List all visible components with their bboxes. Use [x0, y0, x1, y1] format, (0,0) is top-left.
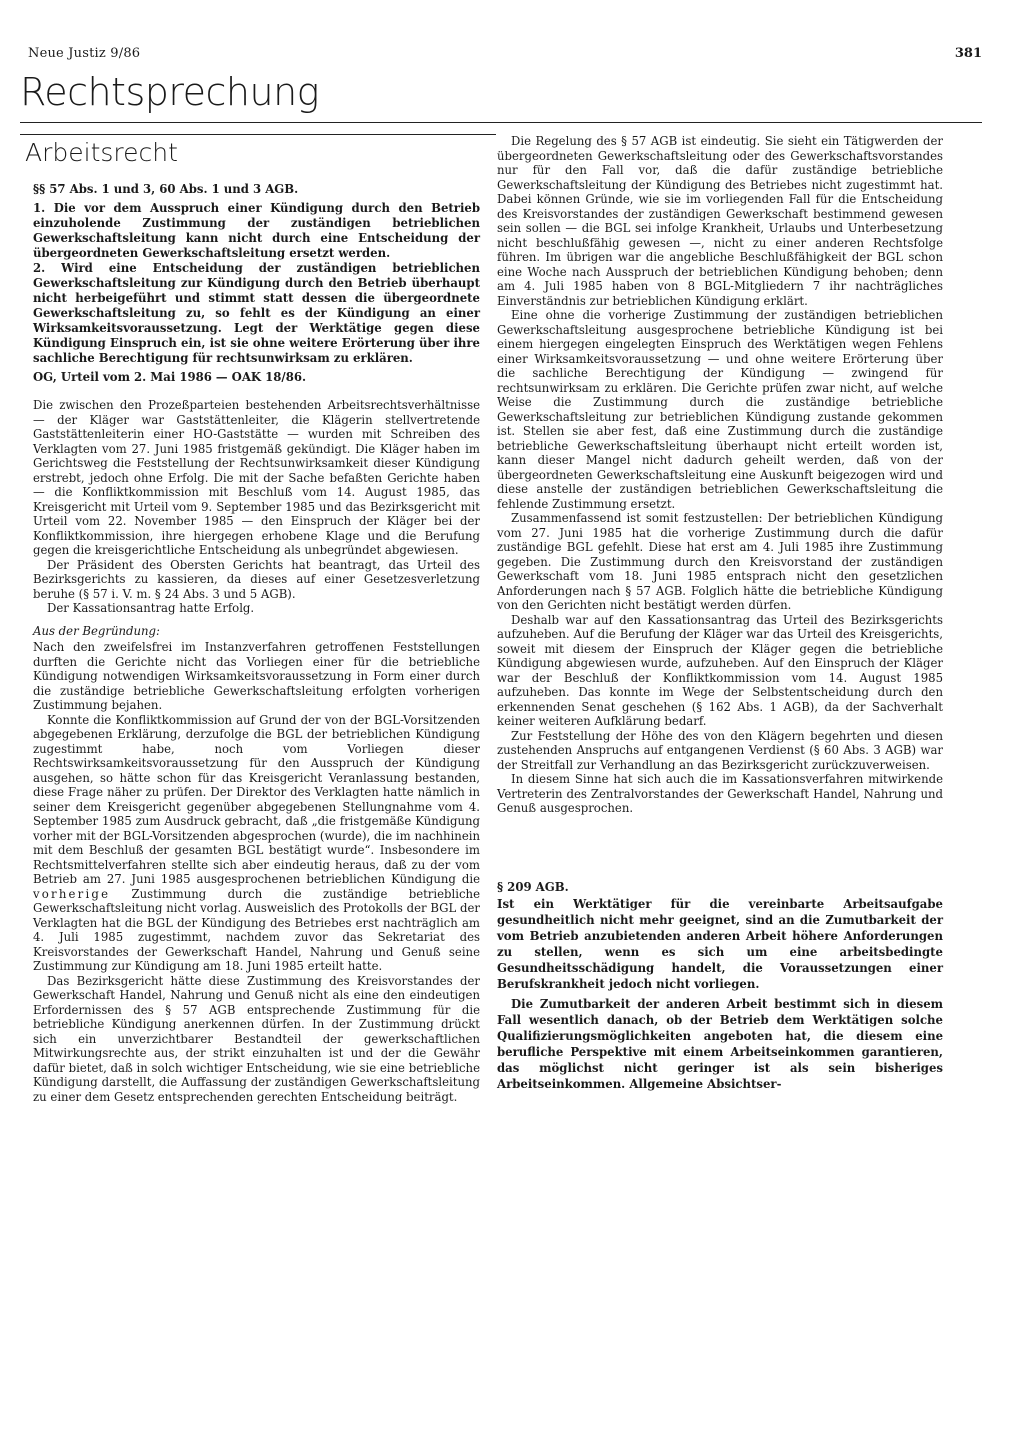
left-column: [33, 182, 480, 1104]
success-paragraph: Der Kassationsantrag hatte Erfolg.: [47, 601, 255, 615]
section-title: Rechtsprechung: [20, 70, 319, 114]
ruling-legal-basis: §§ 57 Abs. 1 und 3, 60 Abs. 1 und 3 AGB.: [33, 182, 299, 196]
reasons-paragraph-1: Nach den zweifelsfrei im Instanzverfahren getroffenen Feststellungen durften die Gerichte nicht das Vorliegen einer für die betriebliche Kündigung notwendigen Wirksamkeitsvoraussetzung in Form einer durch die zuständige betriebliche Gewerkschaftsleitung erfolgten vorherigen Zustimmung bejahen.: [33, 640, 480, 712]
reasons-paragraph-4: Die Regelung des § 57 AGB ist eindeutig. Sie sieht ein Tätigwerden der übergeordneten Gewerkschaftsleitung oder des Gewerkschaftsvorstandes nur für den Fall vor, daß die dafür zuständige betriebliche Gewerkschaftsleitung der Kündigung des Betriebes nicht zugestimmt hat. Dabei können Gründe, wie sie im vorliegenden Fall für die Entscheidung des Kreisvorstandes der zuständigen Gewerkschaft bestimmend gewesen sein sollen — die BGL sei infolge Krankheit, Urlaubs und Unterbesetzung nicht beschlußfähig gewesen —, nicht zu einer anderen Rechtsfolge führen. Im übrigen war die angebliche Beschlußfähigkeit der BGL schon eine Woche nach Ausspruch der betrieblichen Kündigung behoben; denn am 4. Juli 1985 haben von 8 BGL-Mitgliedern 7 ihr nachträgliches Einverständnis zur betrieblichen Kündigung erklärt.: [497, 134, 943, 308]
reasons-paragraph-5: Eine ohne die vorherige Zustimmung der zuständigen betrieblichen Gewerkschaftsleitung ausgesprochene betriebliche Kündigung ist bei einem hiergegen eingelegten Einspruch des Werktätigen wegen Fehlens einer Wirksamkeitsvoraussetzung — und ohne weitere Erörterung über die sachliche Berechtigung der Kündigung — zwingend für rechtsunwirksam zu erklären. Die Gerichte prüfen zwar nicht, auf welche Weise die Zustimmung durch die zuständige betriebliche Gewerkschaftsleitung zur betrieblichen Kündigung zustande gekommen ist. Stellen sie aber fest, daß eine Zustimmung durch die zuständige betriebliche Gewerkschaftsleitung überhaupt nicht erteilt worden ist, kann dieser Mangel nicht dadurch geheilt werden, daß von der übergeordneten Gewerkschaftsleitung eine Auskunft beigezogen wird und diese anstelle der zuständigen betrieblichen Gewerkschaftsleitung die fehlende Zustimmung ersetzt.: [497, 308, 943, 511]
subsection-title: Arbeitsrecht: [25, 138, 178, 167]
journal-header: Neue Justiz 9/86: [28, 46, 141, 61]
headnote-decision-2: Ist ein Werktätiger für die vereinbarte Arbeitsaufgabe gesundheitlich nicht mehr geeignet, sind an die Zumutbarkeit der vom Betrieb anzubietenden anderen Arbeit höhere Anforderungen zu stellen, wenn es sich um eine arbeitsbedingte Gesundheitsschädigung handelt, die Voraussetzungen einer Berufskrankheit jedoch nicht vorliegen.: [497, 897, 943, 991]
headnote-2: 2. Wird eine Entscheidung der zuständigen betrieblichen Gewerkschaftsleitung zur Kündigung durch den Betrieb überhaupt nicht herbeigeführt und stimmt statt dessen die übergeordnete Gewerkschaftsleitung zu, so fehlt es der Kündigung an einer Wirksamkeitsvoraussetzung. Legt der Werktätige gegen diese Kündigung Einspruch ein, ist sie ohne weitere Erörterung über ihre sachliche Berechtigung für rechtsunwirksam zu erklären.: [33, 260, 480, 365]
reasons-p2-text-a: Konnte die Konfliktkommission auf Grund der von der BGL-Vorsitzenden abgegebenen Erklärung, derzufolge die BGL der betrieblichen Kündigung zugestimmt habe, noch vom Vorliegen dieser Rechtswirksamkeitsvoraussetzung für den Ausspruch der Kündigung ausgehen, so hätte schon für das Kreisgericht Veranlassung bestanden, diese Frage näher zu prüfen. Der Direktor des Verklagten hatte nämlich in seiner dem Kreisgericht gegenüber abgegebenen Stellungnahme vom 4. September 1985 zum Ausdruck gebracht, daß „die fristgemäße Kündigung vorher mit der BGL-Vorsitzenden abgesprochen (wurde), die im nachhinein mit dem Beschluß der gesamten BGL bestätigt wurde“. Insbesondere im Rechtsmittelverfahren stellte sich aber eindeutig heraus, daß zu der vom Betrieb am 27. Juni 1985 ausgesprochenen betrieblichen Kündigung die: [33, 712, 480, 886]
emphasis-vorherige: vorherige: [33, 886, 111, 901]
reasons-paragraph-8: Zur Feststellung der Höhe des von den Klägern begehrten und diesen zustehenden Anspruchs auf entgangenen Verdienst (§ 60 Abs. 3 AGB) war der Streitfall zur Verhandlung an das Bezirksgericht zurückzuverweisen.: [497, 728, 943, 772]
decision-2-body: Die Zumutbarkeit der anderen Arbeit bestimmt sich in diesem Fall wesentlich danach, ob der Betrieb dem Werktätigen solche Qualifizierungsmöglichkeiten angeboten hat, die diesem eine berufliche Perspektive mit einem Arbeitseinkommen garantieren, das möglichst nicht geringer ist als sein bisheriges Arbeitseinkommen. Allgemeine Absichtser-: [497, 997, 943, 1091]
president-paragraph: Der Präsident des Obersten Gerichts hat beantragt, das Urteil des Bezirksgerichts zu kassieren, da dieses auf einer Gesetzesverletzung beruhe (§ 57 i. V. m. § 24 Abs. 3 und 5 AGB).: [33, 557, 480, 601]
ruling-legal-basis-2: § 209 AGB.: [497, 879, 569, 894]
reasons-heading: Aus der Begründung:: [33, 623, 160, 638]
headnote-1: 1. Die vor dem Ausspruch einer Kündigung durch den Betrieb einzuholende Zustimmung der zuständigen betrieblichen Gewerkschaftsleitung kann nicht durch eine Entscheidung der übergeordneten Gewerkschaftsleitung ersetzt werden.: [33, 200, 480, 260]
reasons-paragraph-9: In diesem Sinne hat sich auch die im Kassationsverfahren mitwirkende Vertreterin des Zentralvorstandes der Gewerkschaft Handel, Nahrung und Genuß ausgesprochen.: [497, 772, 943, 815]
reasons-p2-text-b: Zustimmung durch die zuständige betriebliche Gewerkschaftsleitung nicht vorlag. Ausweislich des Protokolls der BGL der Verklagten hat die BGL der Kündigung des Betriebes erst nachträglich am 4. Juli 1985 zugestimmt, nachdem zuvor das Sekretariat des Kreisvorstandes der Gewerkschaft Handel, Nahrung und Genuß seine Zustimmung zur Kündigung am 18. Juni 1985 erteilt hatte.: [33, 886, 480, 973]
reasons-paragraph-2: [33, 713, 480, 974]
subsection-rule: [20, 134, 496, 135]
reasons-paragraph-6: Zusammenfassend ist somit festzustellen: Der betrieblichen Kündigung vom 27. Juni 1985 hat die vorherige Zustimmung durch die dafür zuständige BGL gefehlt. Diese hat erst am 4. Juli 1985 ihre Zustimmung gegeben. Die Zustimmung durch den Kreisvorstand der zuständigen Gewerkschaft vom 18. Juni 1985 entsprach nicht den gesetzlichen Anforderungen nach § 57 AGB. Folglich hätte die betriebliche Kündigung von den Gerichten nicht bestätigt werden dürfen.: [497, 511, 943, 612]
reasons-paragraph-3: Das Bezirksgericht hätte diese Zustimmung des Kreisvorstandes der Gewerkschaft Handel, Nahrung und Genuß nicht als eine den eindeutigen Erfordernissen des § 57 AGB entsprechende Zustimmung für die betriebliche Kündigung anerkennen dürfen. In der Zustimmung drückt sich ein unverzichtbarer Bestandteil der gewerkschaftlichen Mitwirkungsrechte aus, der strikt einzuhalten ist und der die Gewähr dafür bietet, daß in solch wichtiger Entscheidung, wie sie eine betriebliche Kündigung darstellt, die Auffassung der zuständigen Gewerkschaftsleitung zu einer dem Gesetz entsprechenden gerechten Entscheidung beiträgt.: [33, 973, 480, 1104]
page-number: 381: [954, 46, 982, 61]
right-column: [497, 134, 943, 1092]
court-citation: OG, Urteil vom 2. Mai 1986 — OAK 18/86.: [33, 369, 307, 384]
facts-paragraph: Die zwischen den Prozeßparteien bestehenden Arbeitsrechtsverhältnisse — der Kläger war Gaststättenleiter, die Klägerin stellvertretende Gaststättenleiterin einer HO-Gaststätte — wurden mit Schreiben des Verklagten vom 27. Juni 1985 fristgemäß gekündigt. Die Kläger haben im Gerichtsweg die Feststellung der Rechtsunwirksamkeit dieser Kündigung erstrebt, jedoch ohne Erfolg. Die mit der Sache befaßten Gerichte haben — die Konfliktkommission mit Beschluß vom 14. August 1985, das Kreisgericht mit Urteil vom 9. September 1985 und das Bezirksgericht mit Urteil vom 22. November 1985 — den Einspruch der Kläger bei der Konfliktkommission, ihre hiergegen erhobene Klage und die Berufung gegen die kreisgerichtliche Entscheidung als unbegründet abgewiesen.: [33, 398, 480, 557]
reasons-paragraph-7: Deshalb war auf den Kassationsantrag das Urteil des Bezirksgerichts aufzuheben. Auf die Berufung der Kläger war das Urteil des Kreisgerichts, soweit mit diesem der Einspruch der Kläger gegen die betriebliche Kündigung abgewiesen wurde, aufzuheben. Auf den Einspruch der Kläger war der Beschluß der Konfliktkommission vom 14. August 1985 aufzuheben. Das konnte im Wege der Selbstentscheidung durch den erkennenden Senat geschehen (§ 162 Abs. 1 AGB), da der Sachverhalt keiner weiteren Aufklärung bedarf.: [497, 612, 943, 728]
section-rule: [20, 122, 982, 123]
